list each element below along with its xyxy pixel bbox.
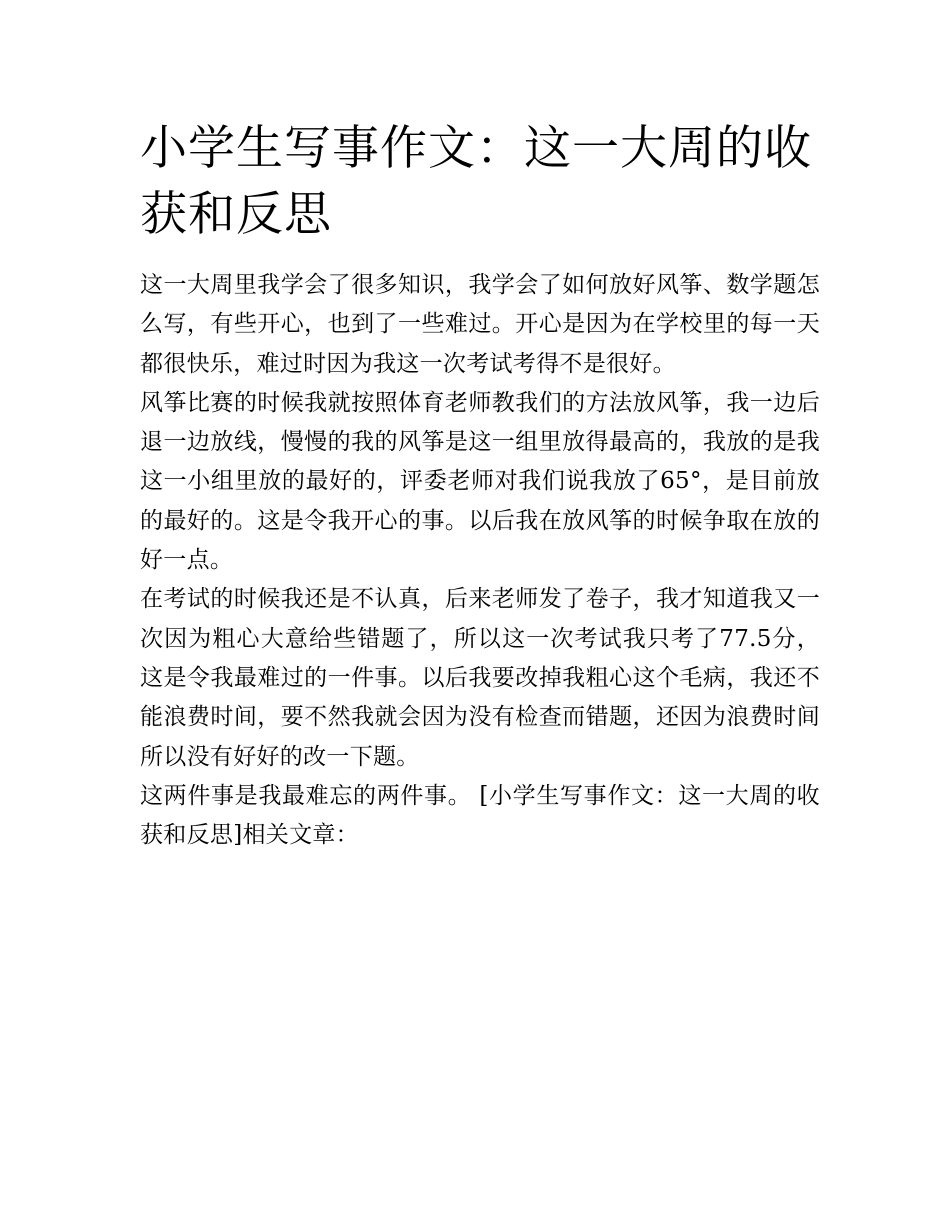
document-title: 小学生写事作文：这一大周的收获和反思: [140, 121, 812, 242]
paragraph-conclusion: 这两件事是我最难忘的两件事。 [小学生写事作文：这一大周的收获和反思]相关文章：: [140, 782, 820, 849]
paragraph-exam: 在考试的时候我还是不认真，后来老师发了卷子，我才知道我又一次因为粗心大意给些错题了，所以这一次考试我只考了77.5分，这是令我最难过的一件事。以后我要改掉我粗心这个毛病，我还不能浪费时间，要不然我就会因为没有检查而错题，还因为浪费时间所以没有好好的改一下题。: [140, 586, 820, 770]
document-page: [140, 116, 820, 855]
paragraph-kite-contest: 风筝比赛的时候我就按照体育老师教我们的方法放风筝，我一边后退一边放线，慢慢的我的风筝是这一组里放得最高的，我放的是我这一小组里放的最好的，评委老师对我们说我放了65°，是目前放的最好的。这是令我开心的事。以后我在放风筝的时候争取在放的好一点。: [140, 389, 820, 574]
paragraph-intro: 这一大周里我学会了很多知识，我学会了如何放好风筝、数学题怎么写，有些开心，也到了一些难过。开心是因为在学校里的每一天都很快乐，难过时因为我这一次考试考得不是很好。: [140, 272, 820, 377]
